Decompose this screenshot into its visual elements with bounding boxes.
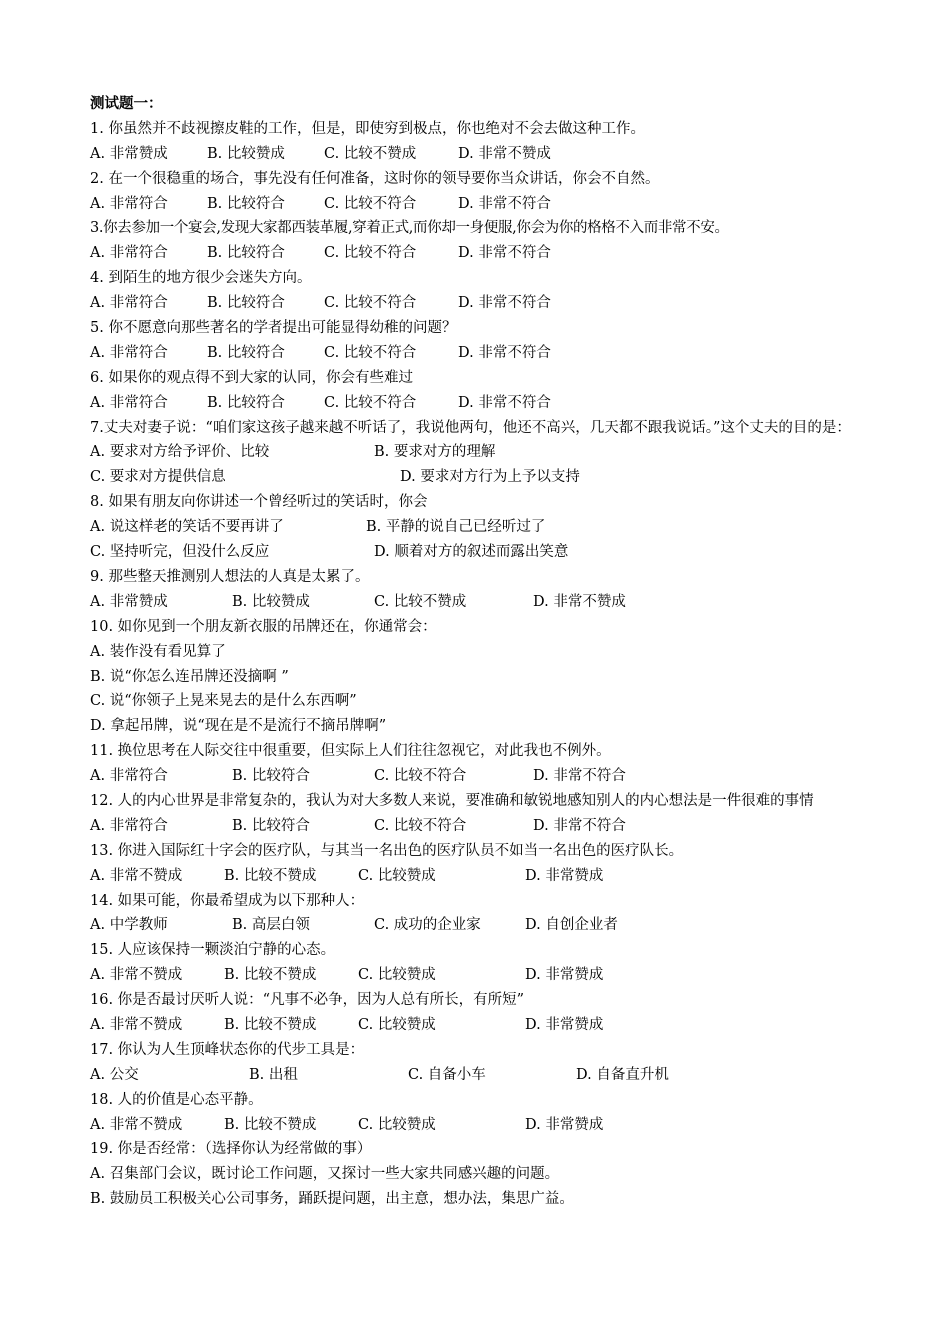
option-d: D. 非常不符合 [458,245,551,262]
option-b: B. 比较赞成 [207,145,285,162]
question-7: 7.丈夫对妻子说：“咱们家这孩子越来越不听话了，我说他两句，他还不高兴，几天都不跟我说话。”这个丈夫的目的是： [90,419,851,436]
option-d: D. 非常不赞成 [533,593,626,610]
option-a: A. 非常不赞成 [90,867,183,884]
option-c: C. 比较不符合 [324,344,417,361]
option-b: B. 比较符合 [207,344,285,361]
option-c: C. 自备小车 [408,1066,486,1083]
option-b: B. 高层白领 [232,917,310,934]
question-11: 11. 换位思考在人际交往中很重要，但实际上人们往往忽视它，对此我也不例外。 [90,743,611,760]
option-d: D. 顺着对方的叙述而露出笑意 [374,544,569,561]
question-19: 19. 你是否经常：（选择你认为经常做的事） [90,1141,372,1158]
option-d: D. 非常不符合 [458,344,551,361]
option-b: B. 比较赞成 [232,593,310,610]
option-a: A. 说这样老的笑话不要再讲了 [90,519,284,536]
option-a: A. 中学教师 [90,917,168,934]
option-c: C. 坚持听完，但没什么反应 [90,544,270,561]
section-title: 测试题一： [90,96,163,112]
option-a: A. 非常符合 [90,817,168,834]
option-b: B. 比较不赞成 [224,1116,317,1133]
option-d: D. 非常赞成 [525,967,604,984]
question-12: 12. 人的内心世界是非常复杂的，我认为对大多数人来说，要准确和敏锐地感知别人的内心想法是一件很难的事情 [90,792,814,809]
option-b: B. 比较符合 [207,295,285,312]
option-b: B. 比较符合 [207,195,285,212]
question-4: 4. 到陌生的地方很少会迷失方向。 [90,270,312,287]
option-b: B. 比较不赞成 [224,967,317,984]
option-c: C. 比较不符合 [324,195,417,212]
question-8-options-row-1 [90,515,880,540]
option-a: A. 非常不赞成 [90,1116,183,1133]
question-15: 15. 人应该保持一颗淡泊宁静的心态。 [90,942,336,959]
question-13: 13. 你进入国际红十字会的医疗队，与其当一名出色的医疗队员不如当一名出色的医疗队长。 [90,842,684,859]
option-d: D. 非常赞成 [525,1016,604,1033]
option-d: D. 自创企业者 [525,917,618,934]
option-c: C. 要求对方提供信息 [90,469,226,486]
question-9-options [90,590,880,615]
question-8: 8. 如果有朋友向你讲述一个曾经听过的笑话时，你会 [90,494,428,511]
option-c: C. 比较不符合 [374,817,467,834]
question-11-options [90,764,880,789]
question-12-options [90,814,880,839]
option-b: B. 比较符合 [207,394,285,411]
option-a: A. 非常赞成 [90,145,168,162]
option-d: D. 非常不符合 [458,195,551,212]
question-3: 3.你去参加一个宴会,发现大家都西装革履,穿着正式,而你却一身便服,你会为你的格格不入而非常不安。 [90,220,729,237]
option-d: D. 拿起吊牌，说“现在是不是流行不摘吊牌啊” [90,718,387,735]
option-b: B. 说“你怎么连吊牌还没摘啊 ” [90,668,289,685]
option-a: A. 公交 [90,1066,139,1083]
option-d: D. 非常赞成 [525,1116,604,1133]
option-b: B. 比较不赞成 [224,1016,317,1033]
question-14: 14. 如果可能，你最希望成为以下那种人： [90,892,365,909]
option-c: C. 比较不符合 [324,394,417,411]
question-6-options [90,391,880,416]
question-18-options [90,1113,880,1138]
option-a: A. 召集部门会议，既讨论工作问题，又探讨一些大家共同感兴趣的问题。 [90,1166,560,1183]
question-5: 5. 你不愿意向那些著名的学者提出可能显得幼稚的问题？ [90,320,457,337]
document-page [90,92,880,1212]
question-2: 2. 在一个很稳重的场合，事先没有任何准备，这时你的领导要你当众讲话，你会不自然。 [90,170,660,187]
option-b: B. 比较不赞成 [224,867,317,884]
option-a: A. 非常符合 [90,295,168,312]
option-d: D. 非常赞成 [525,867,604,884]
option-c: C. 比较不赞成 [324,145,417,162]
option-c: C. 比较赞成 [358,1016,436,1033]
question-1-options [90,142,880,167]
option-b: B. 平静的说自己已经听过了 [366,519,546,536]
option-d: D. 非常不符合 [533,768,626,785]
option-c: C. 说“你领子上晃来晃去的是什么东西啊” [90,693,357,710]
option-d: D. 非常不符合 [533,817,626,834]
question-8-options-row-2 [90,540,880,565]
option-c: C. 比较赞成 [358,967,436,984]
option-b: B. 鼓励员工积极关心公司事务，踊跃提问题，出主意，想办法，集思广益。 [90,1191,574,1208]
question-16-options [90,1013,880,1038]
option-a: A. 非常符合 [90,245,168,262]
question-5-options [90,341,880,366]
option-c: C. 比较不符合 [324,295,417,312]
option-a: A. 非常符合 [90,195,168,212]
option-d: D. 非常不赞成 [458,145,551,162]
question-10: 10. 如你见到一个朋友新衣服的吊牌还在，你通常会： [90,618,437,635]
option-c: C. 比较不符合 [324,245,417,262]
option-a: A. 要求对方给予评价、比较 [90,444,270,461]
option-d: D. 非常不符合 [458,295,551,312]
question-13-options [90,864,880,889]
question-9: 9. 那些整天推测别人想法的人真是太累了。 [90,568,370,585]
question-17: 17. 你认为人生顶峰状态你的代步工具是： [90,1041,365,1058]
question-1: 1. 你虽然并不歧视擦皮鞋的工作，但是，即使穷到极点，你也绝对不会去做这种工作。 [90,120,645,137]
question-14-options [90,913,880,938]
option-b: B. 比较符合 [232,817,310,834]
option-a: A. 非常符合 [90,768,168,785]
option-d: D. 自备直升机 [576,1066,669,1083]
option-a: A. 非常符合 [90,394,168,411]
option-a: A. 装作没有看见算了 [90,643,226,660]
question-7-options-row-2 [90,465,880,490]
option-b: B. 比较符合 [207,245,285,262]
option-c: C. 比较赞成 [358,867,436,884]
question-18: 18. 人的价值是心态平静。 [90,1091,263,1108]
option-d: D. 要求对方行为上予以支持 [400,469,580,486]
option-b: B. 出租 [249,1066,298,1083]
option-a: A. 非常不赞成 [90,1016,183,1033]
option-b: B. 比较符合 [232,768,310,785]
question-2-options [90,192,880,217]
option-c: C. 比较不符合 [374,768,467,785]
option-c: C. 比较不赞成 [374,593,467,610]
question-3-options [90,241,880,266]
question-4-options [90,291,880,316]
option-d: D. 非常不符合 [458,394,551,411]
option-b: B. 要求对方的理解 [374,444,496,461]
question-6: 6. 如果你的观点得不到大家的认同，你会有些难过 [90,369,413,386]
question-17-options [90,1063,880,1088]
option-a: A. 非常不赞成 [90,967,183,984]
option-a: A. 非常赞成 [90,593,168,610]
question-15-options [90,963,880,988]
question-7-options-row-1 [90,440,880,465]
option-a: A. 非常符合 [90,344,168,361]
option-c: C. 比较赞成 [358,1116,436,1133]
question-16: 16. 你是否最讨厌听人说：“凡事不必争，因为人总有所长，有所短” [90,992,524,1009]
option-c: C. 成功的企业家 [374,917,481,934]
